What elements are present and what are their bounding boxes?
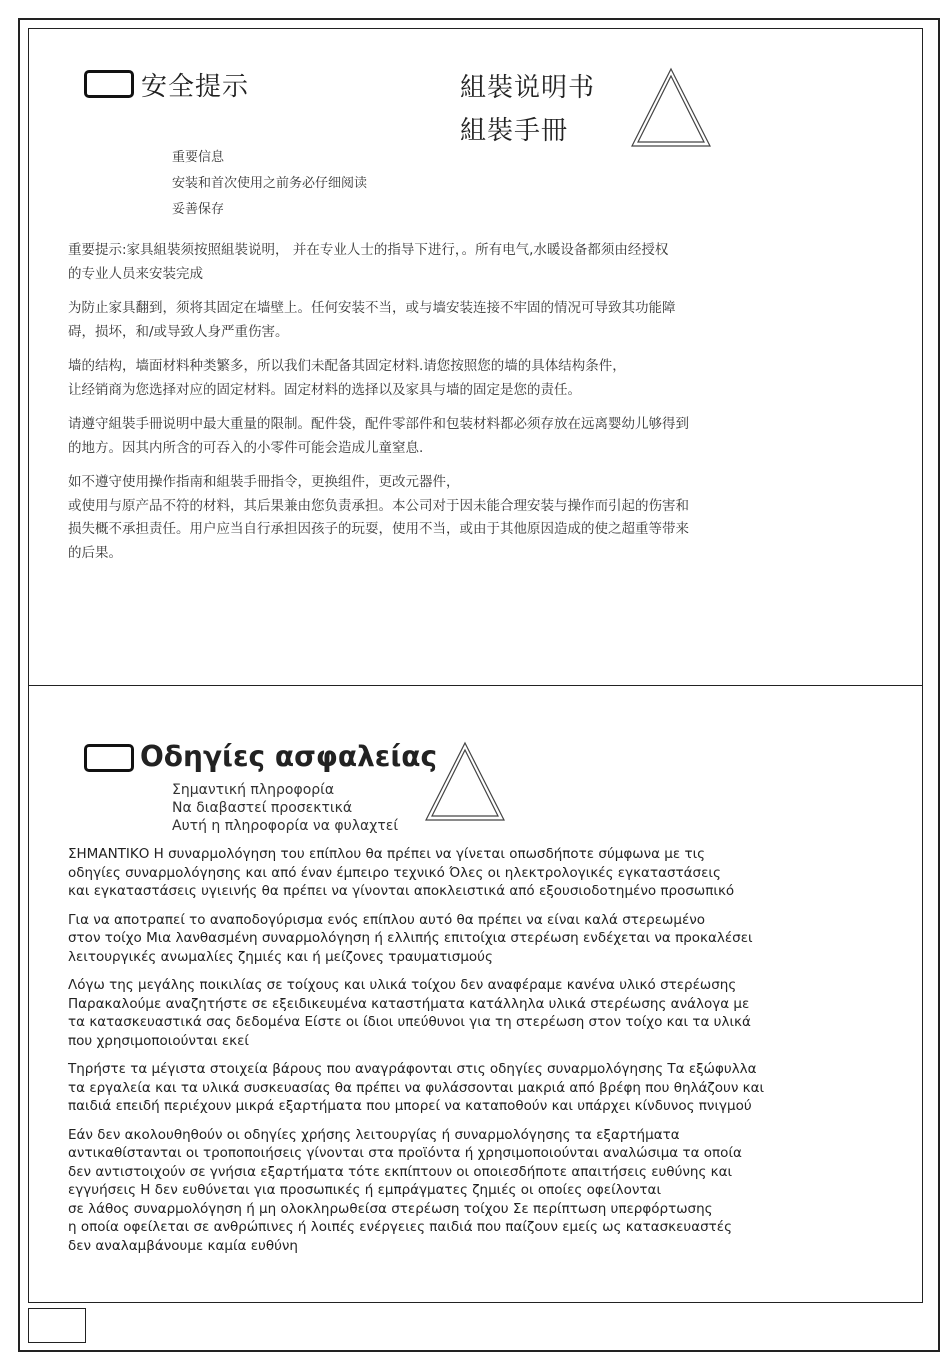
- gr-info-important: Σημαντική πληροφορία: [172, 782, 335, 798]
- cn-paragraph: 如不遵守使用操作指南和組裝手冊指令，更换组件，更改元器件， 或使用与原产品不符的材料，其后果兼由您负责承担。本公司对于因未能合理安装与操作而引起的伤害和 损失概不承担责任。用户应当自行承担因孩子的玩耍，使用不当，或由于其他原因造成的使之超重等带来 的后果。: [68, 474, 689, 561]
- cn-paragraph: 为防止家具翻到，须将其固定在墙壁上。任何安装不当，或与墙安装连接不牢固的情况可导致其功能障 碍，损坏，和/或导致人身严重伤害。: [68, 300, 676, 340]
- cn-paragraph: 墙的结构，墙面材料种类繁多，所以我们未配备其固定材料.请您按照您的墙的具体结构条件， 让经销商为您选择对应的固定材料。固定材料的选择以及家具与墙的固定是您的责任。: [68, 358, 626, 398]
- cn-manual-title: 組裝说明书: [460, 73, 596, 103]
- gr-paragraph: Λόγω της μεγάλης ποικιλίας σε τοίχους και υλικά τοίχου δεν αναφέραμε κανένα υλικό στερέωσης Παρακαλούμε αναζητήστε σε εξειδικευμένα καταστήματα κατάλληλα υλικά στερέωσης ανάλογα με τα κατασκευαστικά σας δεδομένα Είστε οι ίδιοι υπεύθυνοι για τη στερέωση στον τοίχο και τα υλικά που χρησιμοποιούνται εκεί: [68, 977, 751, 1049]
- section-divider: [28, 685, 923, 686]
- cn-info-keep: 妥善保存: [172, 202, 225, 217]
- gr-paragraph: ΣΗΜΑΝΤΙΚΟ Η συναρμολόγηση του επίπλου θα πρέπει να γίνεται οπωσδήποτε σύμφωνα με τις οδηγίες συναρμολόγησης και από έναν έμπειρο τεχνικό Όλες οι ηλεκτρολογικές εγκαταστάσεις και εγκαταστάσεις υγιεινής θα πρέπει να γίνονται αποκλειστικά από εξουσιοδοτημένο προσωπικό: [68, 846, 735, 899]
- gr-paragraphs: [68, 845, 868, 1265]
- page-number-box: [28, 1308, 86, 1343]
- gr-paragraph: Τηρήστε τα μέγιστα στοιχεία βάρους που αναγράφονται στις οδηγίες συναρμολόγησης Τα εξώφυλλα τα εργαλεία και τα υλικά συσκευασίας θα πρέπει να φυλάσσονται μακριά από βρέφη που θηλάζουν και παιδιά επειδή περιέχουν μικρά εξαρτήματα που μπορεί να καταποθούν και υπάρχει κίνδυνος πνιγμού: [68, 1061, 765, 1114]
- cn-paragraphs: [68, 239, 828, 576]
- cn-paragraph: 请遵守組裝手冊说明中最大重量的限制。配件袋，配件零部件和包装材料都必须存放在远离婴幼儿够得到 的地方。因其内所含的可吞入的小零件可能会造成儿童窒息.: [68, 416, 689, 456]
- warning-triangle-icon: [630, 66, 712, 148]
- gr-info-read-carefully: Να διαβαστεί προσεκτικά: [172, 800, 353, 816]
- gr-paragraph: Εάν δεν ακολουθηθούν οι οδηγίες χρήσης λειτουργίας ή συναρμολόγησης τα εξαρτήματα αντικαθίστανται οι τροποποιήσεις γίνονται στα προϊόντα ή χρησιμοποιούνται αναλώσιμα τα οποία δεν αντιστοιχούν σε γνήσια εξαρτήματα τότε εκπίπτουν οι οποιεσδήποτε απαιτήσεις ευθύνης και εγγυήσεις Η δεν ευθύνεται για προσωπικές ή εμπράγματες ζημιές οι οποίες οφείλονται σε λάθος συναρμολόγηση ή μη ολοκληρωθείσα στερέωση τοίχου Σε περίπτωση υπερφόρτωσης η οποία οφείλεται σε ανθρώπινες ή λοιπές ενέργειες παιδιά που παίζουν εμείς ως κατασκευαστές δεν αναλαμβάνουμε καμία ευθύνη: [68, 1126, 742, 1254]
- checkbox-icon: [84, 744, 134, 772]
- cn-info-list: [172, 145, 367, 223]
- gr-paragraph: Για να αποτραπεί το αναποδογύρισμα ενός επίπλου αυτό θα πρέπει να είναι καλά στερεωμένο στον τοίχο Μια λανθασμένη συναρμολόγηση ή ελλιπής επιτοίχια στερέωση ενδέχεται να προκαλέσει λειτουργικές ανωμαλίες ζημιές και ή μείζονες τραυματισμούς: [68, 911, 753, 965]
- cn-safety-title: 安全提示: [141, 72, 250, 102]
- checkbox-icon: [84, 70, 134, 98]
- warning-triangle-icon: [424, 740, 506, 822]
- cn-paragraph: 重要提示:家具組裝须按照組裝说明， 并在专业人士的指导下进行，。所有电气,水暖设备都须由经授权 的专业人员来安装完成: [68, 242, 669, 282]
- cn-manual-subtitle: 組裝手冊: [460, 116, 569, 146]
- cn-info-important: 重要信息: [172, 150, 225, 165]
- gr-info-list: [172, 781, 398, 835]
- cn-info-read-carefully: 安装和首次使用之前务必仔细阅读: [172, 176, 368, 191]
- gr-info-keep: Αυτή η πληροφορία να φυλαχτεί: [172, 818, 399, 834]
- gr-safety-title: Οδηγίες ασφαλείας: [140, 740, 438, 773]
